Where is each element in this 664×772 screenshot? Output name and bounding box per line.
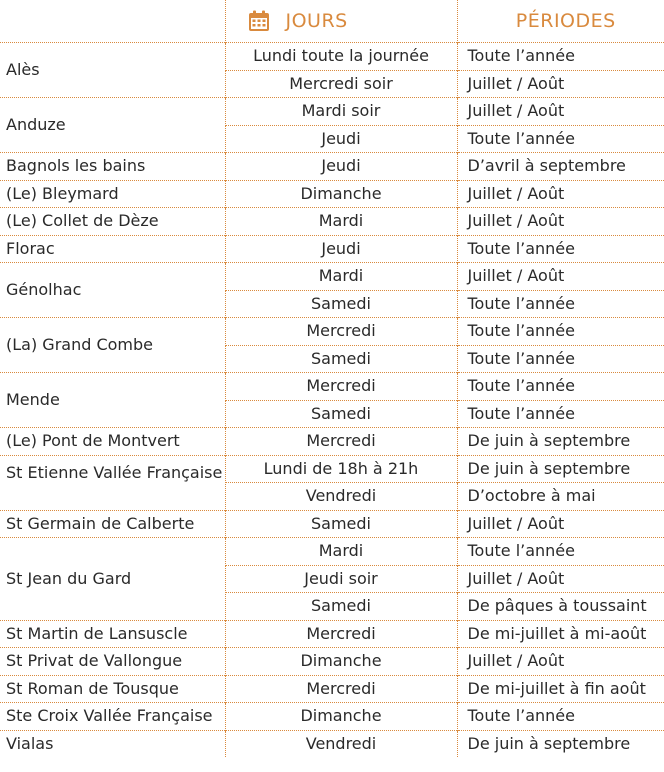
city-column-header [0,0,225,43]
table-row [0,730,664,757]
day-cell: Samedi [225,593,457,621]
table-row [0,620,664,648]
city-cell: St Germain de Calberte [0,510,225,538]
day-cell: Mercredi [225,675,457,703]
period-cell: De juin à septembre [457,455,664,483]
city-cell: Alès [0,43,225,98]
table-row [0,428,664,456]
period-cell: Toute l’année [457,400,664,428]
day-cell: Samedi [225,400,457,428]
city-cell: Bagnols les bains [0,153,225,181]
period-cell: Juillet / Août [457,565,664,593]
jours-column-header [225,0,457,43]
day-cell: Lundi toute la journée [225,43,457,71]
market-table-body [0,43,664,758]
table-row [0,703,664,731]
day-cell: Jeudi soir [225,565,457,593]
day-cell: Samedi [225,345,457,373]
table-row [0,373,664,401]
table-row [0,98,664,126]
day-cell: Samedi [225,290,457,318]
day-cell: Mercredi soir [225,70,457,98]
period-cell: Juillet / Août [457,648,664,676]
period-cell: Toute l’année [457,43,664,71]
city-cell: St Privat de Vallongue [0,648,225,676]
period-cell: Juillet / Août [457,98,664,126]
period-cell: Toute l’année [457,125,664,153]
period-cell: De juin à septembre [457,428,664,456]
city-cell: (Le) Collet de Dèze [0,208,225,236]
table-row [0,153,664,181]
day-cell: Dimanche [225,703,457,731]
period-cell: De juin à septembre [457,730,664,757]
city-cell: (Le) Pont de Montvert [0,428,225,456]
day-cell: Mercredi [225,428,457,456]
city-cell: (La) Grand Combe [0,318,225,373]
jours-header-label: JOURS [285,10,348,32]
city-cell: Mende [0,373,225,428]
day-cell: Dimanche [225,180,457,208]
periodes-column-header [457,0,664,43]
period-cell: D’avril à septembre [457,153,664,181]
table-row [0,235,664,263]
period-cell: Toute l’année [457,345,664,373]
period-cell: Toute l’année [457,318,664,346]
day-cell: Dimanche [225,648,457,676]
table-row [0,180,664,208]
day-cell: Vendredi [225,483,457,511]
city-cell: Ste Croix Vallée Française [0,703,225,731]
table-header-row [0,0,664,43]
period-cell: Juillet / Août [457,70,664,98]
city-cell: St Jean du Gard [0,538,225,621]
period-cell: Toute l’année [457,235,664,263]
day-cell: Lundi de 18h à 21h [225,455,457,483]
day-cell: Vendredi [225,730,457,757]
period-cell: De mi-juillet à fin août [457,675,664,703]
table-row [0,538,664,566]
period-cell: De mi-juillet à mi-août [457,620,664,648]
period-cell: Juillet / Août [457,510,664,538]
period-cell: D’octobre à mai [457,483,664,511]
day-cell: Mercredi [225,318,457,346]
city-cell: St Martin de Lansuscle [0,620,225,648]
table-row [0,208,664,236]
day-cell: Mardi [225,538,457,566]
table-row [0,675,664,703]
period-cell: Toute l’année [457,373,664,401]
period-cell: Juillet / Août [457,208,664,236]
table-row [0,510,664,538]
calendar-icon [248,10,270,32]
city-cell: Florac [0,235,225,263]
table-row [0,263,664,291]
table-row [0,648,664,676]
period-cell: Toute l’année [457,538,664,566]
table-row [0,43,664,71]
city-cell: St Roman de Tousque [0,675,225,703]
city-cell: (Le) Bleymard [0,180,225,208]
periodes-header-label: PÉRIODES [515,10,616,32]
city-cell: St Etienne Vallée Française [0,455,225,510]
table-row [0,455,664,483]
day-cell: Jeudi [225,125,457,153]
period-cell: Juillet / Août [457,180,664,208]
day-cell: Mercredi [225,620,457,648]
city-cell: Génolhac [0,263,225,318]
day-cell: Mardi [225,208,457,236]
table-row [0,318,664,346]
day-cell: Jeudi [225,235,457,263]
day-cell: Mercredi [225,373,457,401]
city-cell: Vialas [0,730,225,757]
day-cell: Mardi [225,263,457,291]
period-cell: Toute l’année [457,703,664,731]
period-cell: De pâques à toussaint [457,593,664,621]
period-cell: Toute l’année [457,290,664,318]
period-cell: Juillet / Août [457,263,664,291]
day-cell: Jeudi [225,153,457,181]
day-cell: Samedi [225,510,457,538]
city-cell: Anduze [0,98,225,153]
day-cell: Mardi soir [225,98,457,126]
